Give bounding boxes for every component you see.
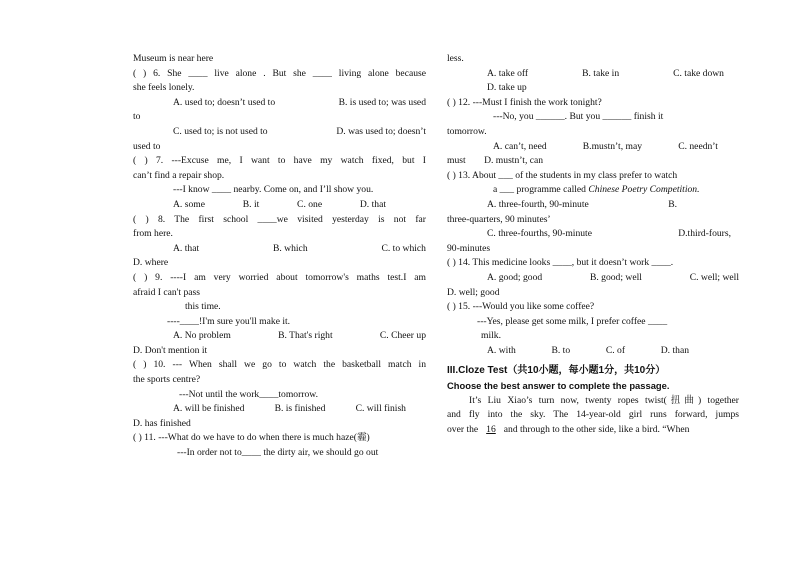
option-c: C. one: [297, 198, 323, 210]
question-6: ( ) 6. She ____ live alone . But she ____ living alone because: [133, 67, 426, 79]
option-c: C. well; well: [689, 271, 739, 283]
text-line: three-quarters, 90 minutes’: [447, 213, 551, 225]
option-d: D. that: [359, 198, 386, 210]
passage-line: [447, 423, 739, 438]
option-a: A. good; good: [487, 271, 543, 283]
option-b: B. which: [272, 242, 308, 254]
options-row: [133, 329, 426, 344]
text-line: the sports centre?: [133, 374, 201, 386]
text-fragment: a ___ programme called: [493, 184, 589, 196]
text-line: ---Yes, please get some milk, I prefer coffee ____: [477, 315, 668, 327]
option-a: A. No problem: [173, 330, 231, 342]
right-column: [447, 52, 739, 437]
question-12: ( ) 12. ---Must I finish the work tonight?: [447, 96, 602, 108]
option-a: A. three-fourth, 90-minute: [487, 198, 589, 210]
text-line: D. Don't mention it: [133, 344, 208, 356]
option-a: A. will be finished: [173, 403, 245, 415]
text-line: can’t find a repair shop.: [133, 169, 225, 181]
left-column: [133, 52, 426, 461]
option-b: B. is finished: [274, 403, 326, 415]
text-line: 90-minutes: [447, 242, 491, 254]
passage-line: and fly into the sky. The 14-year-old girl runs forward, jumps: [447, 409, 739, 421]
passage-line: It’s Liu Xiao’s turn now, twenty ropes twist(扭曲) together: [469, 394, 739, 406]
option-c: C. take down: [673, 67, 724, 79]
option-a: A. some: [173, 198, 205, 210]
question-10: ( ) 10. --- When shall we go to watch the basketball match in: [133, 359, 426, 371]
option-a: A. that: [173, 242, 200, 254]
text-line: Museum is near here: [133, 53, 214, 64]
text-line: she feels lonely.: [133, 82, 195, 94]
text-line: D. where: [133, 257, 169, 269]
text-line: ----____!I'm sure you'll make it.: [167, 315, 291, 327]
options-row: [133, 125, 426, 140]
text-fragment: over the: [447, 423, 479, 435]
options-row: [447, 67, 724, 82]
option-b: B. That's right: [278, 330, 333, 342]
option-a: A. can’t, need: [493, 140, 547, 152]
option-c: C. Cheer up: [379, 330, 426, 342]
text-line: less.: [447, 53, 464, 64]
option-d: D. was used to; doesn’t: [336, 125, 426, 137]
option-c: C. needn’t: [678, 140, 718, 152]
options-row: [133, 96, 426, 111]
option-a: A. used to; doesn’t used to: [173, 96, 276, 108]
text-fragment: and through to the other side, like a bird. “When: [503, 423, 690, 435]
question-11: ( ) 11. ---What do we have to do when there is much haze(霾): [133, 432, 370, 444]
option-c: C. will finish: [355, 403, 406, 415]
question-15: ( ) 15. ---Would you like some coffee?: [447, 301, 595, 313]
option-c: C. used to; is not used to: [173, 125, 268, 137]
option-c: C. three-fourths, 90-minute: [487, 228, 592, 240]
options-row: [447, 344, 689, 359]
option-d: D. mustn’t, can: [484, 155, 544, 167]
options-row: [133, 242, 426, 257]
text-line: tomorrow.: [447, 125, 487, 137]
question-8: ( ) 8. The first school ____we visited yesterday is not far: [133, 213, 426, 225]
blank-16: 16: [486, 423, 496, 435]
section-instructions: Choose the best answer to complete the passage.: [447, 380, 670, 392]
question-9: ( ) 9. ----I am very worried about tomorrow's maths test.I am: [133, 271, 426, 283]
text-line: ---Not until the work____tomorrow.: [179, 388, 318, 400]
text-line: D. take up: [487, 82, 527, 94]
option-b: B. good; well: [589, 271, 642, 283]
options-row: [447, 271, 739, 286]
options-row: [447, 227, 731, 242]
text-line: ---In order not to____ the dirty air, we should go out: [177, 447, 379, 459]
text-line: [447, 183, 739, 198]
text-line: milk.: [481, 330, 501, 342]
question-14: ( ) 14. This medicine looks ____, but it doesn’t work ____.: [447, 257, 674, 269]
option-a: A. take off: [487, 67, 529, 79]
option-b: B.: [668, 198, 677, 210]
text-line: to: [133, 111, 141, 123]
option-c: C. of: [605, 344, 626, 356]
options-row: [447, 198, 677, 213]
text-line: D. well; good: [447, 286, 500, 298]
question-7: ( ) 7. ---Excuse me, I want to have my watch fixed, but I: [133, 155, 426, 167]
option-a: A. with: [487, 344, 516, 356]
section-title: III.Cloze Test（共10小题，每小题1分，共10分）: [447, 365, 666, 377]
text-line: [447, 154, 739, 169]
text-fragment: must: [447, 155, 466, 167]
options-row: [133, 402, 406, 417]
text-line: from here.: [133, 228, 173, 240]
option-b: B. it: [242, 198, 260, 210]
option-b: B. take in: [582, 67, 620, 79]
option-c: C. to which: [381, 242, 426, 254]
options-row: [133, 198, 386, 213]
option-d: D.third-fours,: [678, 228, 731, 240]
option-b: B. to: [551, 344, 571, 356]
text-line: used to: [133, 140, 161, 152]
option-d: D. than: [660, 344, 689, 356]
text-line: afraid I can't pass: [133, 286, 200, 298]
option-b: B. is used to; was used: [338, 96, 426, 108]
programme-title: Chinese Poetry Competition.: [588, 184, 700, 196]
text-line: D. has finished: [133, 417, 191, 429]
text-line: this time.: [185, 301, 221, 313]
options-row: [447, 140, 718, 155]
option-b: B.mustn’t, may: [582, 140, 643, 152]
question-13: ( ) 13. About ___ of the students in my class prefer to watch: [447, 169, 678, 181]
text-line: ---No, you ______. But you ______ finish it: [493, 111, 664, 123]
text-line: ---I know ____ nearby. Come on, and I’ll show you.: [173, 184, 374, 196]
